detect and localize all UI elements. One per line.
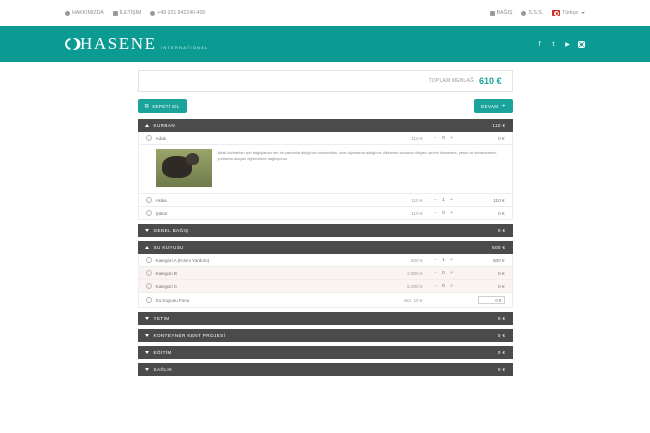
quantity-value: 0 bbox=[442, 210, 445, 216]
nav-item-phone-label: +49 221 842240-400 bbox=[157, 10, 206, 16]
nav-item-donate[interactable] bbox=[490, 10, 513, 16]
chevron-up-icon bbox=[145, 124, 149, 127]
item-name: Kategori A (Kısmi Yardımı) bbox=[155, 257, 210, 263]
logo-text bbox=[80, 35, 208, 53]
newspaper-icon bbox=[113, 11, 118, 16]
table-row[interactable] bbox=[138, 254, 513, 267]
continue-label: DEVAM bbox=[480, 103, 499, 109]
item-name: Şükür bbox=[155, 210, 168, 216]
table-row[interactable] bbox=[138, 207, 513, 220]
info-icon bbox=[65, 11, 70, 16]
instagram-icon[interactable] bbox=[578, 41, 585, 48]
section-title: YETİM bbox=[153, 316, 170, 321]
youtube-icon[interactable]: ▶ bbox=[565, 40, 570, 48]
item-subtotal: 110 € bbox=[493, 197, 505, 203]
item-price: 110 € bbox=[411, 210, 423, 216]
language-selector[interactable] bbox=[552, 10, 585, 16]
quantity-value: 0 bbox=[442, 270, 445, 276]
decrement-button[interactable]: − bbox=[433, 210, 437, 216]
section-title: KURBAN bbox=[153, 123, 176, 128]
section-header-saglik[interactable] bbox=[138, 363, 513, 376]
table-row[interactable] bbox=[138, 280, 513, 293]
quantity-stepper[interactable] bbox=[423, 257, 465, 263]
cattle-photo bbox=[156, 149, 212, 187]
section-title: GENEL BAĞIŞ bbox=[153, 228, 189, 233]
increment-button[interactable]: + bbox=[450, 257, 454, 263]
flag-icon bbox=[552, 10, 560, 16]
section-su-kuyusu bbox=[138, 241, 513, 308]
item-subtotal: 0 € bbox=[498, 135, 505, 141]
item-price: 2.500 € bbox=[407, 270, 423, 276]
total-value: 610 € bbox=[478, 76, 502, 86]
item-price: 110 € bbox=[411, 197, 423, 203]
nav-item-about[interactable] bbox=[65, 10, 104, 16]
nav-item-about-label: HAKKIMIZDA bbox=[72, 10, 104, 16]
section-amount: 0 € bbox=[497, 350, 506, 355]
crescent-moon-icon bbox=[65, 38, 77, 50]
chevron-up-icon bbox=[145, 246, 149, 249]
section-header-su-kuyusu[interactable] bbox=[138, 241, 513, 254]
info-icon[interactable]: i bbox=[146, 257, 152, 263]
table-row[interactable] bbox=[138, 132, 513, 145]
quantity-value: 0 bbox=[442, 135, 445, 141]
table-row[interactable] bbox=[138, 267, 513, 280]
item-price: 110 € bbox=[411, 135, 423, 141]
logo-title: HASENE bbox=[80, 34, 157, 53]
item-detail-panel bbox=[138, 145, 513, 194]
section-kurban bbox=[138, 119, 513, 220]
increment-button[interactable]: + bbox=[450, 197, 454, 203]
item-subtotal: 500 € bbox=[493, 257, 505, 263]
item-name: Su Kuyusu Fonu bbox=[155, 297, 190, 303]
quantity-stepper[interactable] bbox=[423, 210, 465, 216]
total-label: TOPLAM MEBLAĞ bbox=[428, 78, 474, 84]
item-name: Adak bbox=[155, 135, 166, 141]
arrow-right-icon: ➔ bbox=[501, 103, 506, 108]
item-subtotal: 0 € bbox=[498, 270, 505, 276]
site-logo[interactable] bbox=[65, 35, 208, 53]
item-min-price: min. 10 € bbox=[403, 297, 423, 303]
clear-cart-button[interactable] bbox=[138, 99, 187, 113]
utility-bar-right bbox=[490, 10, 585, 16]
quantity-stepper[interactable] bbox=[423, 283, 465, 289]
quantity-value: 1 bbox=[442, 257, 445, 263]
cart-icon: ▤ bbox=[144, 103, 150, 108]
utility-bar-left bbox=[65, 10, 205, 16]
section-header-genel-bagis[interactable] bbox=[138, 224, 513, 237]
chevron-down-icon bbox=[145, 351, 149, 354]
quantity-stepper[interactable] bbox=[423, 270, 465, 276]
section-header-kurban[interactable] bbox=[138, 119, 513, 132]
quantity-stepper[interactable] bbox=[423, 135, 465, 141]
nav-item-phone[interactable] bbox=[150, 10, 205, 16]
increment-button[interactable]: + bbox=[450, 135, 454, 141]
nav-item-faq-label: S.S.S. bbox=[528, 10, 544, 16]
increment-button[interactable]: + bbox=[450, 210, 454, 216]
item-subtotal: 0 € bbox=[498, 210, 505, 216]
item-price: 5.000 € bbox=[407, 283, 423, 289]
section-header-konteyner-kent-projesi[interactable] bbox=[138, 329, 513, 342]
decrement-button[interactable]: − bbox=[433, 257, 437, 263]
nav-item-donate-label: BAĞIŞ bbox=[496, 10, 513, 16]
increment-button[interactable]: + bbox=[450, 283, 454, 289]
item-description: Adak kurbanları için bağışlanan her bir yardımla aldığımız kurbanlıları, bazı diyarlarda aldığımız ülkelerde kavanoz ihtiyacı şehrin kimselere, yetim ve kimsesizlere, yurtlarda okuyan öğrencilere dağıtıyoruz. bbox=[217, 150, 497, 162]
chevron-down-icon bbox=[145, 368, 149, 371]
nav-item-faq[interactable] bbox=[521, 10, 543, 16]
chevron-down-icon bbox=[145, 317, 149, 320]
section-header-yetim[interactable] bbox=[138, 312, 513, 325]
section-header-egitim[interactable] bbox=[138, 346, 513, 359]
chevron-down-icon bbox=[581, 12, 585, 14]
quantity-value: 1 bbox=[442, 197, 445, 203]
section-title: SAĞLIK bbox=[153, 367, 173, 372]
section-title: KONTEYNER KENT PROJESİ bbox=[153, 333, 226, 338]
decrement-button[interactable]: − bbox=[433, 283, 437, 289]
info-icon[interactable]: i bbox=[146, 270, 152, 276]
question-icon bbox=[521, 11, 526, 16]
chevron-down-icon bbox=[145, 334, 149, 337]
clear-cart-label: SEPETİ SİL bbox=[152, 103, 180, 109]
item-name: Kategori C bbox=[155, 283, 178, 289]
social-links bbox=[536, 41, 585, 48]
item-name: Kategori B bbox=[155, 270, 177, 276]
quantity-value: 0 bbox=[442, 283, 445, 289]
toolbar bbox=[138, 99, 513, 113]
item-name: Akika bbox=[155, 197, 167, 203]
continue-button[interactable] bbox=[474, 99, 513, 113]
info-icon[interactable]: i bbox=[146, 197, 152, 203]
decrement-button[interactable]: − bbox=[433, 270, 437, 276]
section-title: SU KUYUSU bbox=[153, 245, 184, 250]
nav-item-contact[interactable] bbox=[113, 10, 142, 16]
decrement-button[interactable]: − bbox=[433, 197, 437, 203]
section-title: EĞİTİM bbox=[153, 350, 172, 355]
site-header bbox=[0, 26, 650, 62]
section-amount: 0 € bbox=[497, 367, 506, 372]
item-subtotal: 0 € bbox=[498, 283, 505, 289]
section-amount: 0 € bbox=[497, 228, 506, 233]
quantity-stepper[interactable] bbox=[423, 197, 465, 203]
increment-button[interactable]: + bbox=[450, 270, 454, 276]
nav-item-contact-label: İLETİŞİM bbox=[119, 10, 142, 16]
item-price: 500 € bbox=[411, 257, 423, 263]
info-icon[interactable]: i bbox=[146, 283, 152, 289]
table-row[interactable] bbox=[138, 194, 513, 207]
total-summary bbox=[138, 70, 513, 92]
utility-bar bbox=[0, 0, 650, 26]
section-amount: 110 € bbox=[492, 123, 506, 128]
twitter-icon[interactable]: t bbox=[552, 40, 555, 48]
info-icon[interactable]: i bbox=[146, 297, 152, 303]
section-amount: 500 € bbox=[492, 245, 506, 250]
logo-subtitle: INTERNATIONAL bbox=[161, 45, 209, 50]
language-label: Türkçe bbox=[562, 10, 578, 16]
table-row-fund[interactable] bbox=[138, 293, 513, 308]
section-amount: 0 € bbox=[497, 316, 506, 321]
cart-icon bbox=[490, 11, 495, 16]
facebook-icon[interactable]: f bbox=[538, 40, 541, 48]
decrement-button[interactable]: − bbox=[433, 135, 437, 141]
info-icon[interactable]: i bbox=[146, 210, 152, 216]
section-amount: 0 € bbox=[497, 333, 506, 338]
info-icon[interactable]: i bbox=[146, 135, 152, 141]
page-body bbox=[0, 62, 650, 376]
chevron-down-icon bbox=[145, 229, 149, 232]
fund-amount-input[interactable] bbox=[478, 296, 505, 305]
phone-icon bbox=[150, 11, 155, 16]
